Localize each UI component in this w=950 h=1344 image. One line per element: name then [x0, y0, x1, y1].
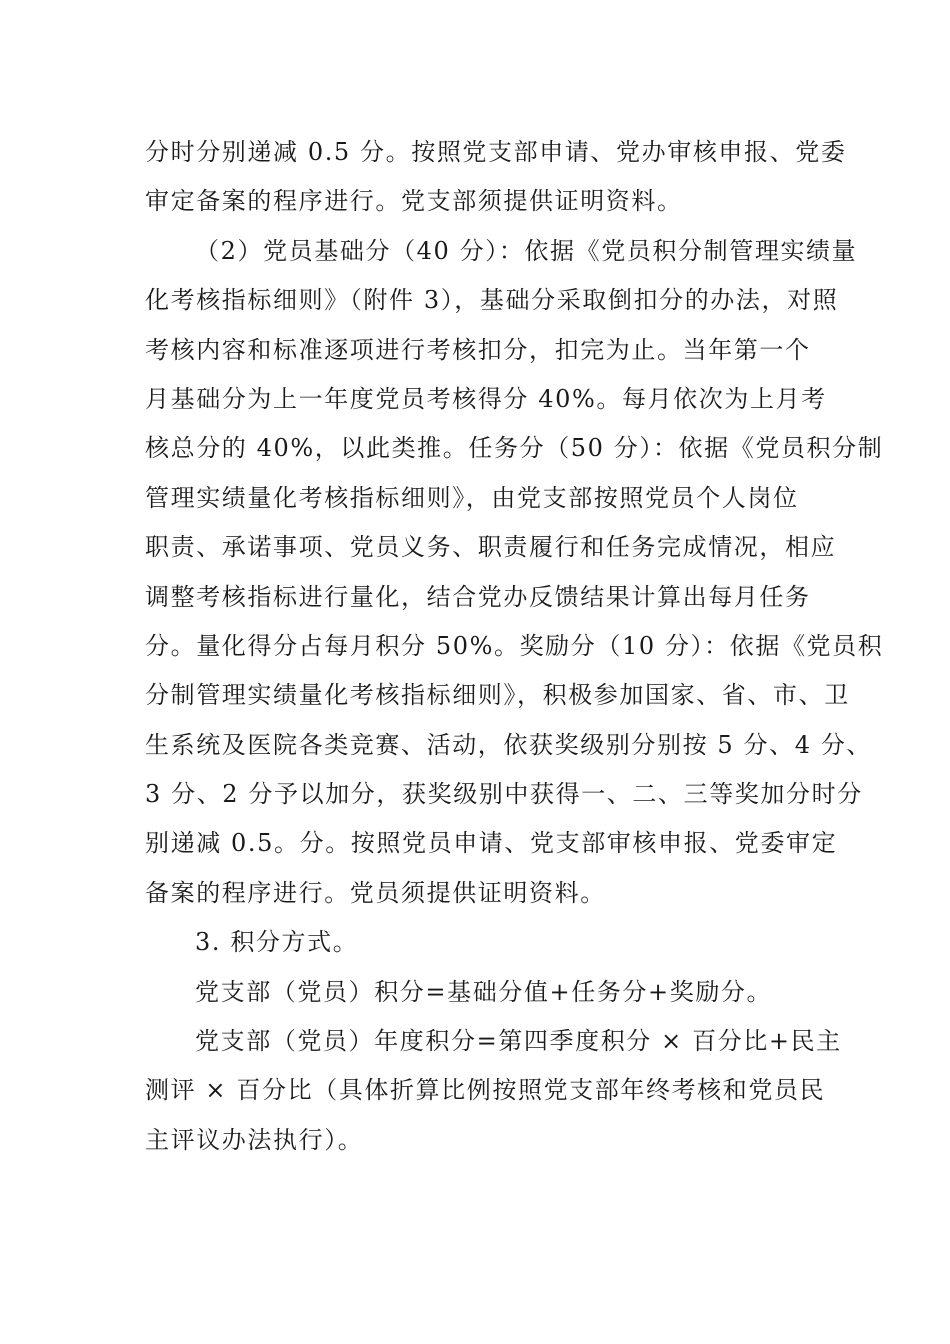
- text-line: 党支部（党员）年度积分=第四季度积分 × 百分比+民主: [195, 1027, 842, 1056]
- text-line: 3. 积分方式。: [195, 928, 359, 957]
- text-line: 备案的程序进行。党员须提供证明资料。: [145, 878, 606, 907]
- text-line: 党支部（党员）积分=基础分值+任务分+奖励分。: [195, 977, 773, 1006]
- text-line: 分时分别递减 0.5 分。按照党支部申请、党办审核申报、党委: [145, 138, 847, 166]
- text-line: 职责、承诺事项、党员义务、职责履行和任务完成情况，相应: [145, 533, 837, 562]
- text-line: 分制管理实绩量化考核指标细则》，积极参加国家、省、市、卫: [145, 681, 850, 710]
- text-line: （2）党员基础分（40 分）：依据《党员积分制管理实绩量: [195, 236, 858, 265]
- text-line: 调整考核指标进行量化，结合党办反馈结果计算出每月任务: [145, 582, 811, 611]
- text-line: 考核内容和标准逐项进行考核扣分，扣完为止。当年第一个: [145, 335, 811, 364]
- text-line: 主评议办法执行）。: [145, 1125, 364, 1154]
- text-line: 生系统及医院各类竞赛、活动，依获奖级别分别按 5 分、4 分、: [145, 730, 873, 759]
- text-line: 3 分、2 分予以加分，获奖级别中获得一、二、三等奖加分时分: [145, 780, 863, 809]
- text-line: 月基础分为上一年度党员考核得分 40%。每月依次为上月考: [145, 384, 827, 413]
- text-line: 化考核指标细则》（附件 3），基础分采取倒扣分的办法，对照: [145, 286, 839, 315]
- text-line: 审定备案的程序进行。党支部须提供证明资料。: [145, 187, 683, 216]
- text-line: 管理实绩量化考核指标细则》，由党支部按照党员个人岗位: [145, 483, 799, 512]
- document-body: [145, 128, 884, 1165]
- text-line: 分。量化得分占每月积分 50%。奖励分（10 分）：依据《党员积: [145, 631, 884, 660]
- text-line: 测评 × 百分比（具体折算比例按照党支部年终考核和党员民: [145, 1076, 826, 1105]
- text-line: 别递减 0.5。分。按照党员申请、党支部审核申报、党委审定: [145, 829, 838, 858]
- text-line: 核总分的 40%，以此类推。任务分（50 分）：依据《党员积分制: [145, 434, 884, 463]
